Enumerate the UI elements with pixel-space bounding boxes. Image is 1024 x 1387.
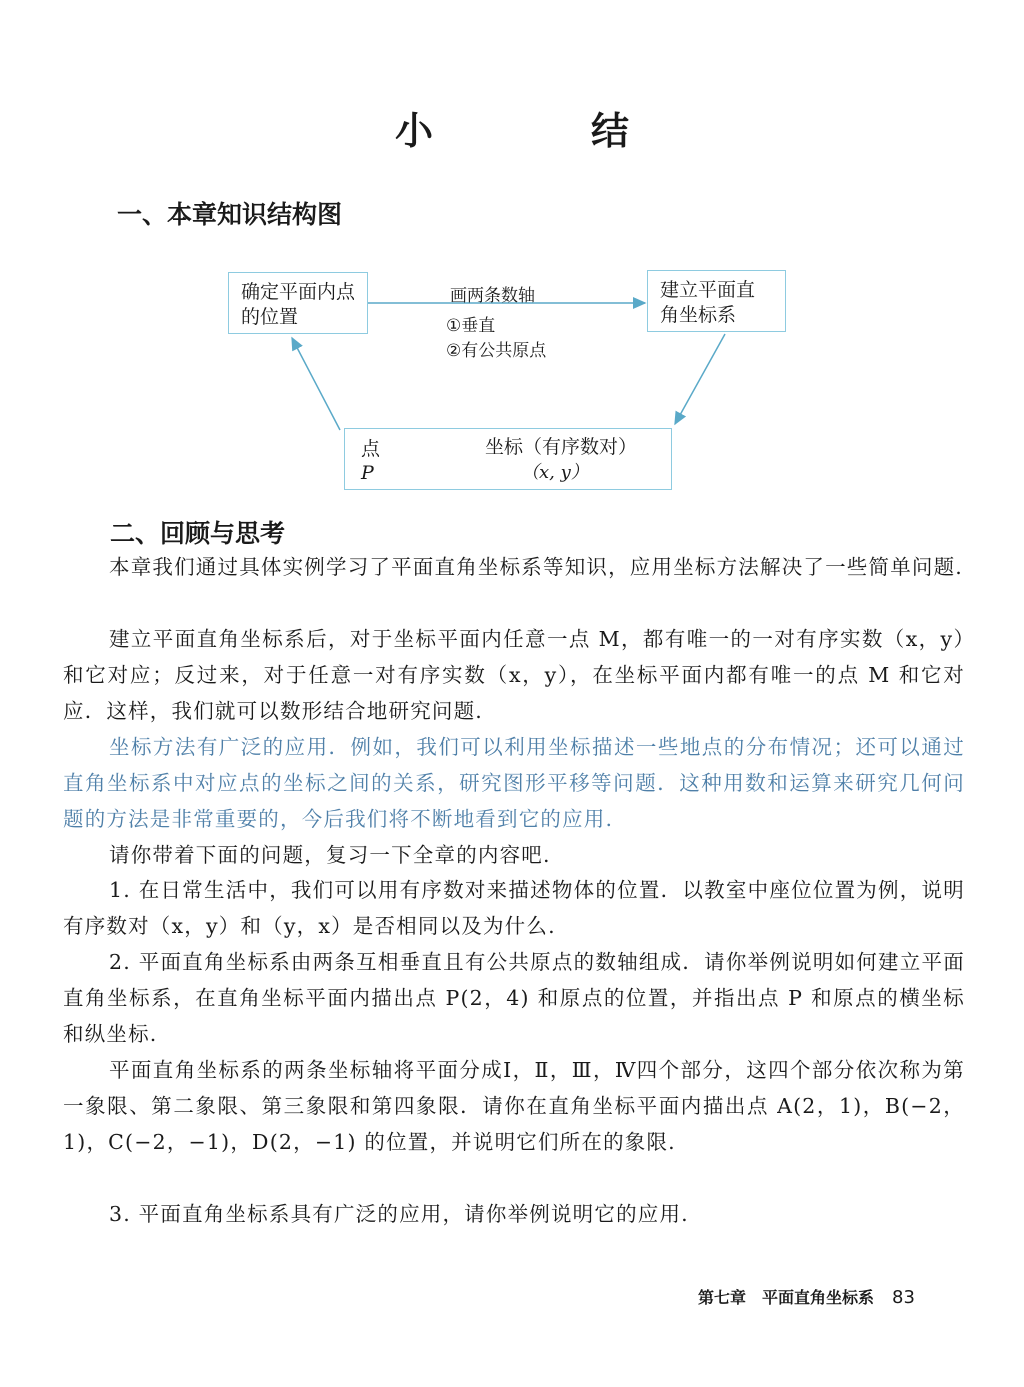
box-point-coordinate — [344, 428, 672, 490]
arrow-to-point-box — [675, 334, 725, 424]
section-heading-review: 二、回顾与思考 — [110, 519, 286, 548]
condition-perpendicular: ①垂直 — [446, 316, 496, 336]
point-variable: P — [361, 462, 374, 484]
page-title: 小 结 — [394, 109, 689, 153]
condition-common-origin: ②有公共原点 — [446, 341, 547, 361]
box-determine-point-position: 确定平面内点的位置 — [228, 272, 368, 334]
paragraph-review-prompt: 请你带着下面的问题，复习一下全章的内容吧. — [109, 843, 551, 867]
paragraph-coordinate-applications: 坐标方法有广泛的应用．例如，我们可以利用坐标描述一些地点的分布情况；还可以通过直角坐标系中对应点的坐标之间的关系，研究图形平移等问题．这种用数和运算来研究几何问题的方法是非常重要的，今后我们将不断地看到它的应用. — [63, 735, 965, 831]
question-2: 2. 平面直角坐标系由两条互相垂直且有公共原点的数轴组成．请你举例说明如何建立平面直角坐标系，在直角坐标平面内描出点 P(2，4) 和原点的位置，并指出点 P 和原点的横坐标和纵坐标. — [63, 950, 965, 1046]
question-1: 1. 在日常生活中，我们可以用有序数对来描述物体的位置．以教室中座位位置为例，说明有序数对（x，y）和（y，x）是否相同以及为什么. — [63, 878, 965, 938]
page-number: 83 — [892, 1287, 915, 1308]
question-3: 3. 平面直角坐标系具有广泛的应用，请你举例说明它的应用. — [109, 1202, 689, 1226]
arrow-to-determine-box — [292, 338, 340, 430]
section-heading-structure: 一、本章知识结构图 — [117, 200, 343, 229]
paragraph-intro: 本章我们通过具体实例学习了平面直角坐标系等知识，应用坐标方法解决了一些简单问题. — [109, 555, 964, 579]
page-footer — [698, 1285, 915, 1308]
box-build-coordinate-system: 建立平面直角坐标系 — [647, 270, 786, 332]
coordinate-variable: （x, y） — [521, 462, 589, 483]
paragraph-quadrants: 平面直角坐标系的两条坐标轴将平面分成Ⅰ，Ⅱ，Ⅲ，Ⅳ四个部分，这四个部分依次称为第一象限、第二象限、第三象限和第四象限．请你在直角坐标平面内描出点 A(2，1)，B(−2，1)，C(−2，−1)，D(2，−1) 的位置，并说明它们所在的象限. — [63, 1058, 965, 1154]
point-label: 点 — [361, 438, 381, 460]
arrow-label-draw-axes: 画两条数轴 — [450, 286, 535, 306]
paragraph-coordinate-correspondence: 建立平面直角坐标系后，对于坐标平面内任意一点 M，都有唯一的一对有序实数（x，y）和它对应；反过来，对于任意一对有序实数（x，y），在坐标平面内都有唯一的点 M 和它对应．这样，我们就可以数形结合地研究问题. — [63, 627, 965, 723]
footer-chapter: 第七章 平面直角坐标系 — [698, 1288, 875, 1307]
coordinate-label: 坐标（有序数对） — [485, 436, 638, 458]
